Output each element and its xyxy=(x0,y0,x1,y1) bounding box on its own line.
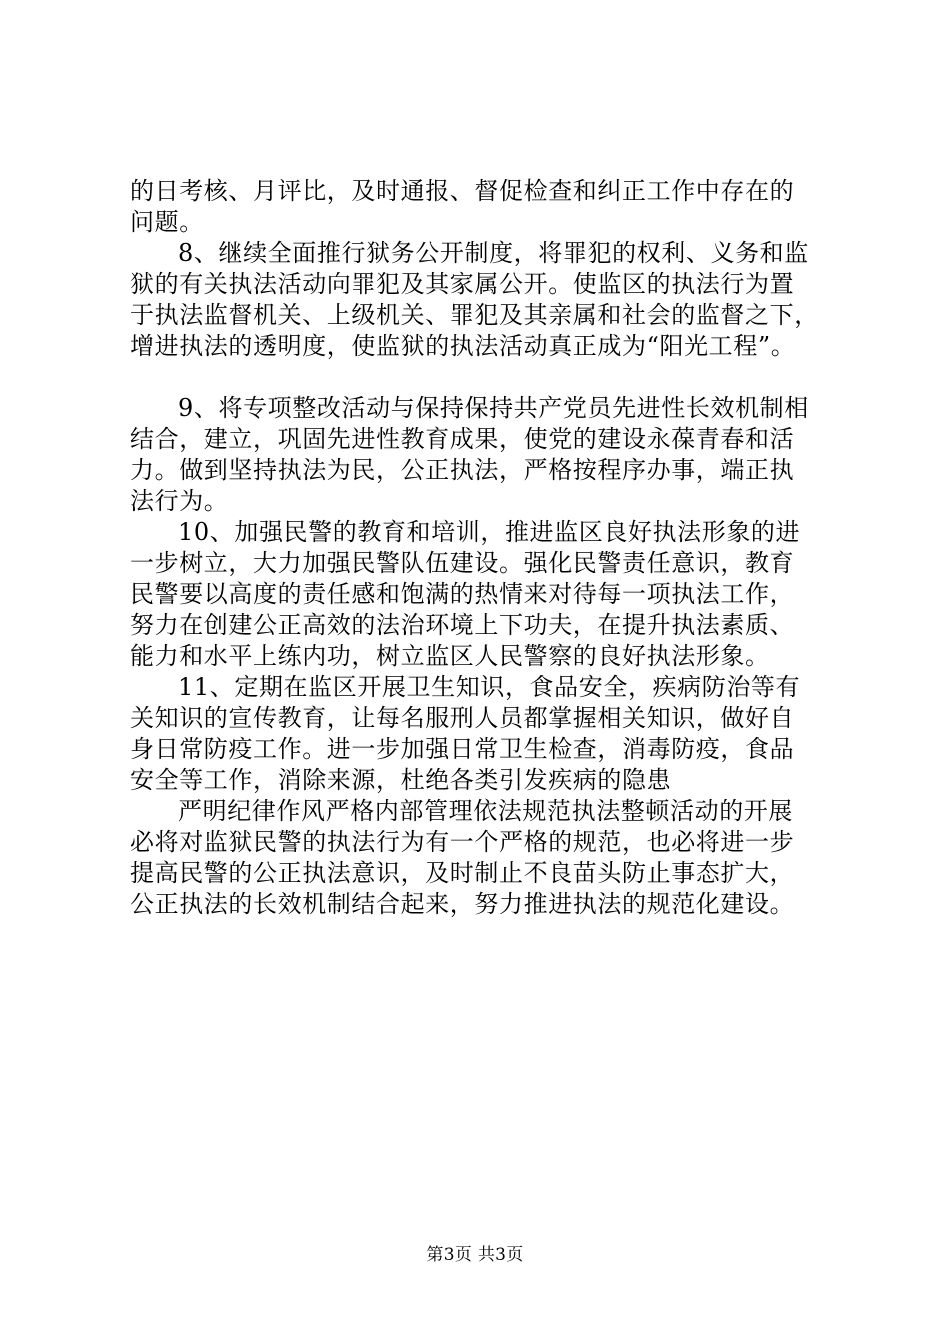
text-line: 狱的有关执法活动向罪犯及其家属公开。使监区的执法行为置 xyxy=(130,270,795,298)
text-line: 必将对监狱民警的执法行为有一个严格的规范，也必将进一步 xyxy=(130,828,795,856)
text-line: 的日考核、月评比，及时通报、督促检查和纠正工作中存在的 xyxy=(130,177,795,205)
text-line: 民警要以高度的责任感和饱满的热情来对待每一项执法工作， xyxy=(130,580,795,608)
text-line: 公正执法的长效机制结合起来，努力推进执法的规范化建设。 xyxy=(130,890,795,918)
text-line: 身日常防疫工作。进一步加强日常卫生检查，消毒防疫，食品 xyxy=(130,735,795,763)
text-line: 关知识的宣传教育，让每名服刑人员都掌握相关知识，做好自 xyxy=(130,704,795,732)
text-line: 提高民警的公正执法意识，及时制止不良苗头防止事态扩大， xyxy=(130,859,795,887)
text-line: 于执法监督机关、上级机关、罪犯及其亲属和社会的监督之下， xyxy=(130,301,819,329)
text-line: 增进执法的透明度，使监狱的执法活动真正成为“阳光工程”。 xyxy=(130,332,796,360)
text-line: 努力在创建公正高效的法治环境上下功夫，在提升执法素质、 xyxy=(130,611,795,639)
conclusion-paragraph-start: 严明纪律作风严格内部管理依法规范执法整顿活动的开展 xyxy=(178,797,793,825)
paragraph-gap xyxy=(130,362,842,393)
paragraph-11-start: 11、定期在监区开展卫生知识，食品安全，疾病防治等有 xyxy=(178,673,801,701)
text-line: 安全等工作，消除来源，杜绝各类引发疾病的隐患 xyxy=(130,766,672,794)
text-line: 能力和水平上练内功，树立监区人民警察的良好执法形象。 xyxy=(130,642,770,670)
text-line: 法行为。 xyxy=(130,487,229,515)
paragraph-10-start: 10、加强民警的教育和培训，推进监区良好执法形象的进 xyxy=(178,518,801,546)
text-line: 问题。 xyxy=(130,208,204,236)
text-line: 力。做到坚持执法为民，公正执法，严格按程序办事，端正执 xyxy=(130,456,795,484)
paragraph-8-start: 8、继续全面推行狱务公开制度，将罪犯的权利、义务和监 xyxy=(178,239,809,267)
page-number-footer: 第3页 共3页 xyxy=(426,1245,524,1265)
text-line: 一步树立，大力加强民警队伍建设。强化民警责任意识，教育 xyxy=(130,549,795,577)
paragraph-9-start: 9、将专项整改活动与保持保持共产党员先进性长效机制相 xyxy=(178,394,809,422)
text-line: 结合，建立，巩固先进性教育成果，使党的建设永葆青春和活 xyxy=(130,425,795,453)
document-body xyxy=(130,176,842,920)
